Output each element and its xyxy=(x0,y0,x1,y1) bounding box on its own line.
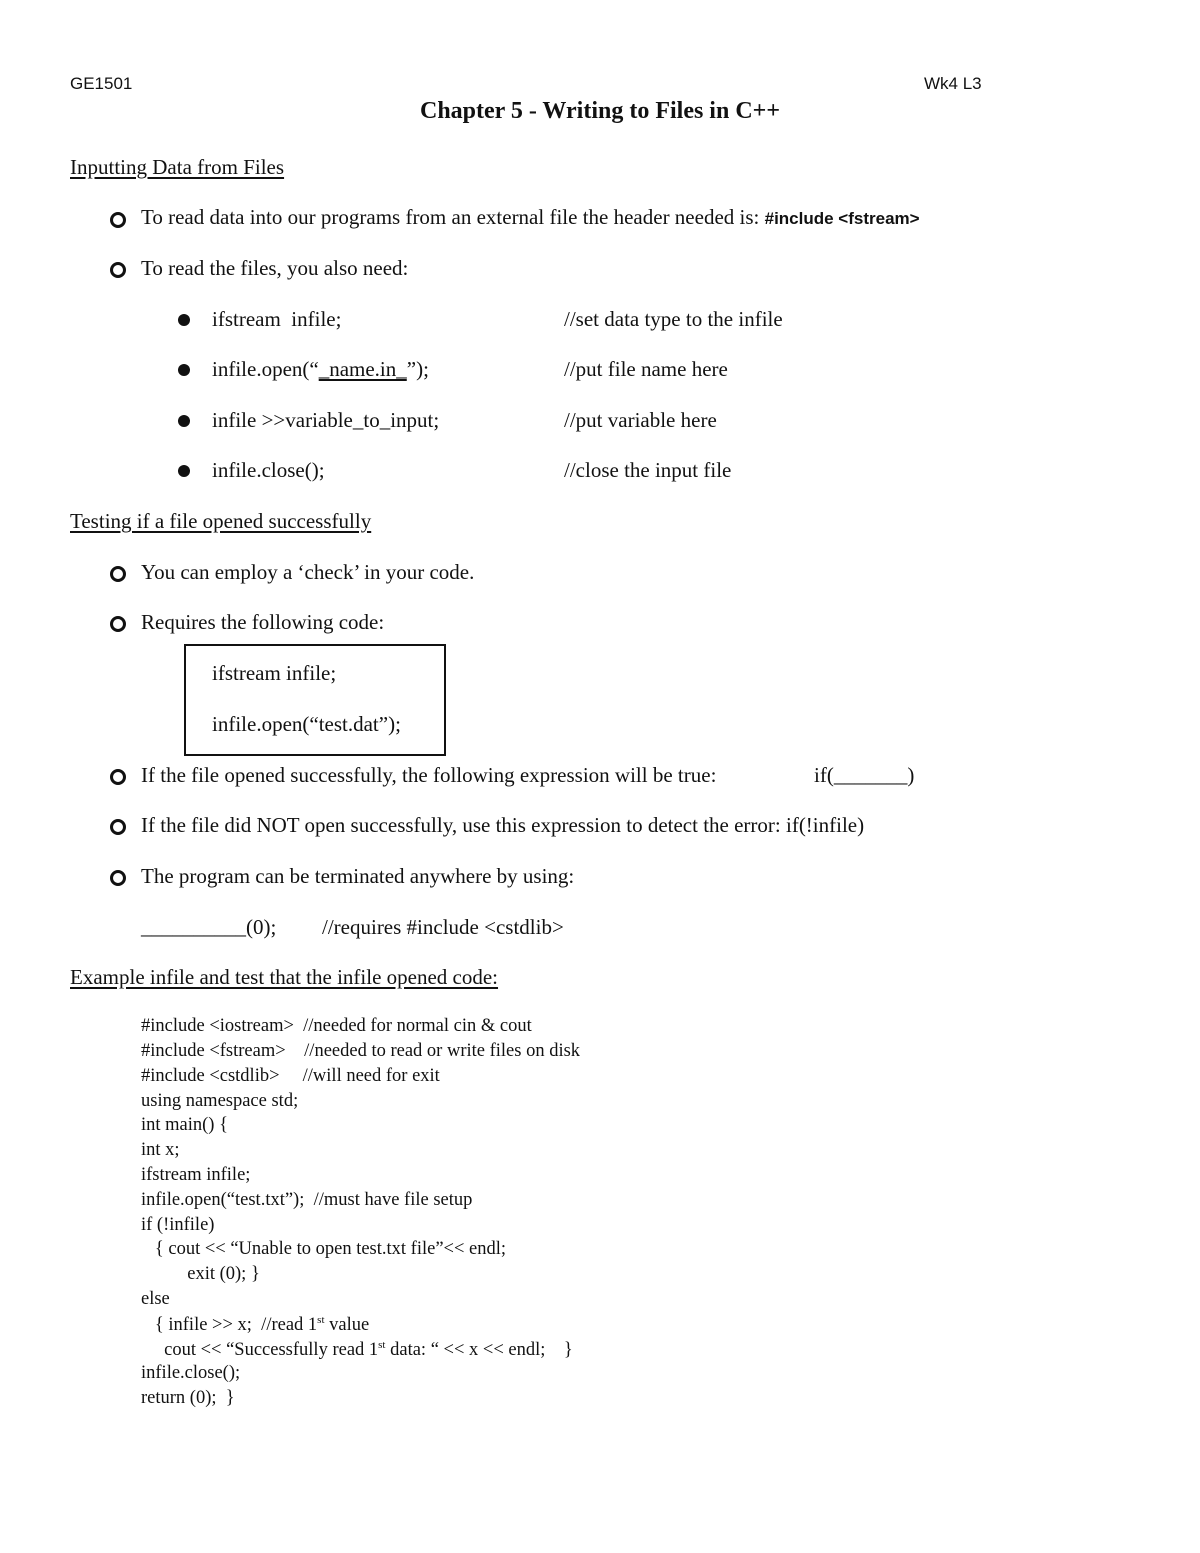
dot-bullet-icon xyxy=(178,314,190,326)
dot-bullet-icon xyxy=(178,415,190,427)
ring-bullet-icon xyxy=(110,870,126,886)
ring-bullet-icon xyxy=(110,262,126,278)
ring-bullet-icon xyxy=(110,819,126,835)
section-heading-inputting: Inputting Data from Files xyxy=(70,155,285,179)
code-comment: //set data type to the infile xyxy=(564,307,783,331)
code-line: cout << “Successfully read 1st data: “ << x << endl; } xyxy=(141,1339,573,1361)
code-line: return (0); } xyxy=(141,1388,235,1408)
code-line: else xyxy=(141,1289,170,1309)
ring-bullet-icon xyxy=(110,769,126,785)
list-item: To read the files, you also need: xyxy=(141,256,409,280)
code-statement: infile >>variable_to_input; xyxy=(212,408,440,432)
code-statement: ifstream infile; xyxy=(212,307,342,331)
dot-bullet-icon xyxy=(178,465,190,477)
code-line: #include <iostream> //needed for normal cin & cout xyxy=(141,1016,532,1036)
list-item: Requires the following code: xyxy=(141,610,385,634)
code-box-line: infile.open(“test.dat”); xyxy=(212,712,401,736)
exit-blank: __________(0); xyxy=(141,915,277,939)
ring-bullet-icon xyxy=(110,212,126,228)
code-statement: infile.open(“_name.in_”); xyxy=(212,357,429,381)
list-item: If the file did NOT open successfully, use this expression to detect the error: if(!infile) xyxy=(141,813,865,837)
list-item: To read data into our programs from an external file the header needed is: #include <fstream> xyxy=(141,205,920,229)
code-comment: //put file name here xyxy=(564,357,728,381)
code-comment: //put variable here xyxy=(564,408,717,432)
list-item: If the file opened successfully, the following expression will be true: xyxy=(141,763,717,787)
code-line: #include <cstdlib> //will need for exit xyxy=(141,1066,440,1086)
code-box-line: ifstream infile; xyxy=(212,661,337,685)
code-line: { infile >> x; //read 1st value xyxy=(141,1314,370,1336)
blank-expression: if(_______) xyxy=(814,763,915,787)
code-line: int x; xyxy=(141,1140,180,1160)
page-title: Chapter 5 - Writing to Files in C++ xyxy=(419,98,781,124)
course-code: GE1501 xyxy=(70,74,133,93)
code-line: infile.close(); xyxy=(141,1363,241,1383)
week-label: Wk4 L3 xyxy=(924,74,982,93)
code-line: if (!infile) xyxy=(141,1215,215,1235)
code-statement: infile.close(); xyxy=(212,458,325,482)
list-item: You can employ a ‘check’ in your code. xyxy=(141,560,475,584)
code-line: infile.open(“test.txt”); //must have file setup xyxy=(141,1190,473,1210)
ring-bullet-icon xyxy=(110,616,126,632)
section-heading-testing: Testing if a file opened successfully xyxy=(70,509,372,533)
code-line: ifstream infile; xyxy=(141,1165,251,1185)
code-line: #include <fstream> //needed to read or write files on disk xyxy=(141,1041,581,1061)
code-line: { cout << “Unable to open test.txt file”<< endl; xyxy=(141,1239,507,1259)
ring-bullet-icon xyxy=(110,566,126,582)
code-line: int main() { xyxy=(141,1115,228,1135)
section-heading-example: Example infile and test that the infile opened code: xyxy=(70,965,499,989)
dot-bullet-icon xyxy=(178,364,190,376)
code-comment: //close the input file xyxy=(564,458,732,482)
exit-comment: //requires #include <cstdlib> xyxy=(322,915,564,939)
code-line: using namespace std; xyxy=(141,1091,299,1111)
list-item: The program can be terminated anywhere by using: xyxy=(141,864,575,888)
code-line: exit (0); } xyxy=(141,1264,260,1284)
